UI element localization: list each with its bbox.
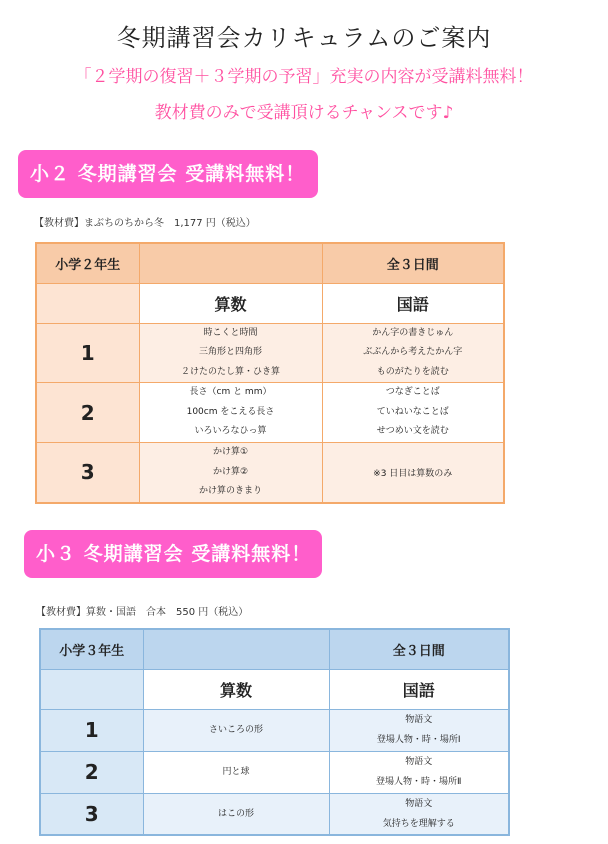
header-empty-cell bbox=[139, 243, 322, 283]
japanese-topic: 気持ちを理解する bbox=[382, 818, 455, 829]
japanese-topics-cell bbox=[322, 323, 504, 383]
japanese-topics-cell bbox=[329, 751, 509, 793]
table-row bbox=[40, 709, 509, 751]
table-header-row bbox=[40, 629, 509, 669]
japanese-topic: ぶぶんから考えたかん字 bbox=[363, 347, 463, 358]
day-number: 3 bbox=[40, 793, 143, 835]
table-row bbox=[40, 751, 509, 793]
day-number: 1 bbox=[40, 709, 143, 751]
grade3-curriculum-table bbox=[39, 628, 510, 836]
table-row bbox=[36, 323, 504, 383]
math-topics-cell bbox=[139, 443, 322, 503]
days-header: 全３日間 bbox=[329, 629, 509, 669]
day-number: 1 bbox=[36, 323, 139, 383]
math-topic: はこの形 bbox=[143, 793, 329, 835]
table-row bbox=[36, 443, 504, 503]
page-title: 冬期講習会カリキュラムのご案内 bbox=[116, 24, 492, 52]
days-header: 全３日間 bbox=[322, 243, 504, 283]
japanese-topic: 登場人物・時・場所Ⅱ bbox=[376, 777, 462, 787]
subject-row bbox=[40, 669, 509, 709]
math-topic: かけ算のきまり bbox=[198, 486, 262, 497]
math-topic: 時こくと時間 bbox=[203, 327, 258, 338]
table-header-row bbox=[36, 243, 504, 283]
grade2-curriculum-table bbox=[35, 242, 505, 504]
subject-row-empty-cell bbox=[36, 283, 139, 323]
math-topics-cell bbox=[139, 323, 322, 383]
japanese-topic: ていねいなことば bbox=[376, 406, 449, 417]
math-topic: 長さ（cm と mm） bbox=[189, 387, 272, 398]
japanese-note: ※3 日目は算数のみ bbox=[322, 443, 504, 503]
grade-header: 小学３年生 bbox=[40, 629, 143, 669]
japanese-topic: 物語文 bbox=[405, 757, 433, 767]
subject-japanese: 国語 bbox=[322, 283, 504, 323]
subject-math: 算数 bbox=[139, 283, 322, 323]
math-topic: かけ算① bbox=[212, 447, 249, 458]
math-topic: さいころの形 bbox=[143, 709, 329, 751]
grade2-banner: 小２ 冬期講習会 受講料無料！ bbox=[18, 150, 318, 198]
math-topic: 三角形と四角形 bbox=[198, 347, 262, 358]
japanese-topic: ものがたりを読む bbox=[376, 366, 449, 377]
math-topic: 円と球 bbox=[143, 751, 329, 793]
grade3-banner: 小３ 冬期講習会 受講料無料！ bbox=[24, 530, 322, 578]
table-row bbox=[40, 793, 509, 835]
japanese-topic: かん字の書きじゅん bbox=[372, 327, 454, 338]
subject-row bbox=[36, 283, 504, 323]
grade3-material-fee: 【教材費】算数・国語 合本 550 円（税込） bbox=[36, 607, 249, 618]
math-topic: 100cm をこえる長さ bbox=[186, 406, 275, 417]
japanese-topic: 登場人物・時・場所Ⅰ bbox=[376, 735, 461, 745]
header-empty-cell bbox=[143, 629, 329, 669]
japanese-topics-cell bbox=[329, 709, 509, 751]
japanese-topics-cell bbox=[322, 383, 504, 443]
subject-row-empty-cell bbox=[40, 669, 143, 709]
subtitle-line-2: 教材費のみで受講頂けるチャンスです♪ bbox=[154, 103, 454, 123]
japanese-topic: 物語文 bbox=[405, 798, 433, 809]
grade2-material-fee: 【教材費】まぶちのちから冬 1,177 円（税込） bbox=[34, 218, 256, 229]
japanese-topic: 物語文 bbox=[405, 715, 433, 725]
math-topic: ２けたのたし算・ひき算 bbox=[180, 366, 280, 377]
math-topic: かけ算② bbox=[212, 466, 249, 477]
math-topics-cell bbox=[139, 383, 322, 443]
table-row bbox=[36, 383, 504, 443]
day-number: 2 bbox=[40, 751, 143, 793]
subtitle-line-1: 「２学期の復習＋３学期の予習」充実の内容が受講料無料！ bbox=[74, 67, 534, 87]
day-number: 3 bbox=[36, 443, 139, 503]
subject-math: 算数 bbox=[143, 669, 329, 709]
japanese-topic: せつめい文を読む bbox=[376, 426, 449, 437]
subject-japanese: 国語 bbox=[329, 669, 509, 709]
math-topic: いろいろなひっ算 bbox=[194, 426, 267, 437]
grade-header: 小学２年生 bbox=[36, 243, 139, 283]
day-number: 2 bbox=[36, 383, 139, 443]
japanese-topic: つなぎことば bbox=[385, 387, 440, 398]
japanese-topics-cell bbox=[329, 793, 509, 835]
